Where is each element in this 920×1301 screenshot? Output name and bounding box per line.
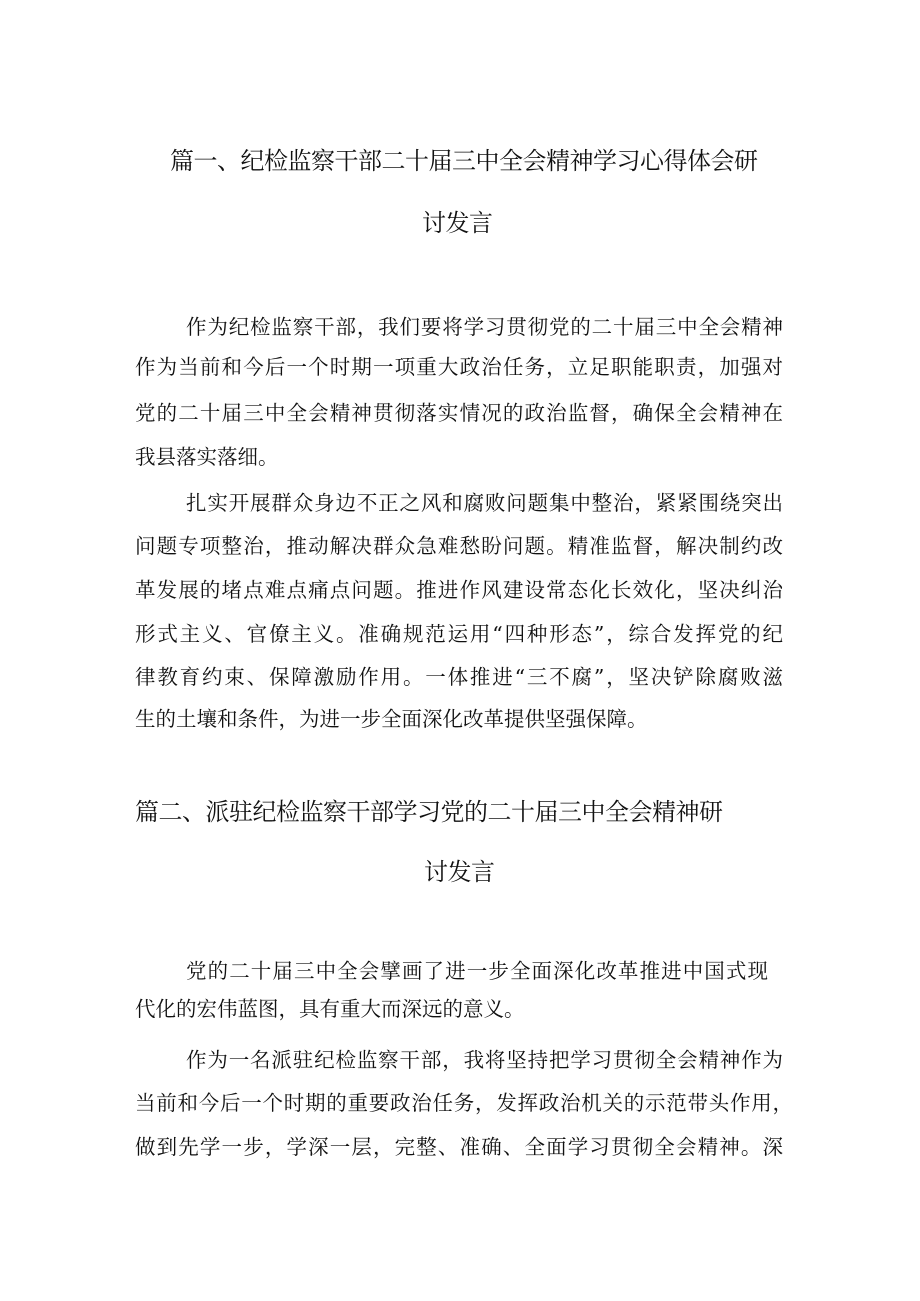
article1-p1-line4: 我县落实落细。 bbox=[135, 445, 279, 469]
article1-p2-line6: 生的土壤和条件，为进一步全面深化改革提供坚强保障。 bbox=[135, 707, 648, 731]
article2-title-line2: 讨发言 bbox=[424, 858, 495, 886]
article2-p2-line2: 当前和今后一个时期的重要政治任务，发挥政治机关的示范带头作用， bbox=[135, 1091, 793, 1115]
article2-p2-line3: 做到先学一步，学深一层，完整、准确、全面学习贯彻全会精神。深 bbox=[135, 1135, 783, 1159]
article2-p1-line1: 党的二十届三中全会擘画了进一步全面深化改革推进中国式现 bbox=[186, 959, 768, 983]
article1-p2-line4: 形式主义、官僚主义。准确规范运用“四种形态”，综合发挥党的纪 bbox=[135, 622, 783, 646]
article1-title-line2: 讨发言 bbox=[422, 209, 493, 237]
article1-p2-line1: 扎实开展群众身边不正之风和腐败问题集中整治，紧紧围绕突出 bbox=[186, 491, 783, 515]
article1-p2-line2: 问题专项整治，推动解决群众急难愁盼问题。精准监督，解决制约改 bbox=[135, 534, 783, 558]
article1-p1-line3: 党的二十届三中全会精神贯彻落实情况的政治监督，确保全会精神在 bbox=[135, 401, 783, 425]
article2-p1-line2: 代化的宏伟蓝图，具有重大而深远的意义。 bbox=[135, 997, 525, 1021]
article1-p2-line3: 革发展的堵点难点痛点问题。推进作风建设常态化长效化，坚决纠治 bbox=[135, 578, 783, 602]
article1-title-line1: 篇一、纪检监察干部二十届三中全会精神学习心得体会研 bbox=[170, 147, 758, 175]
article2-title-line1: 篇二、派驻纪检监察干部学习党的二十届三中全会精神研 bbox=[135, 798, 723, 826]
article2-p2-line1: 作为一名派驻纪检监察干部，我将坚持把学习贯彻全会精神作为 bbox=[186, 1048, 783, 1072]
article1-p2-line5: 律教育约束、保障激励作用。一体推进“三不腐”，坚决铲除腐败滋 bbox=[135, 665, 783, 689]
article1-p1-line1: 作为纪检监察干部，我们要将学习贯彻党的二十届三中全会精神 bbox=[186, 315, 783, 339]
article1-p1-line2: 作为当前和今后一个时期一项重大政治任务，立足职能职责，加强对 bbox=[135, 355, 783, 379]
